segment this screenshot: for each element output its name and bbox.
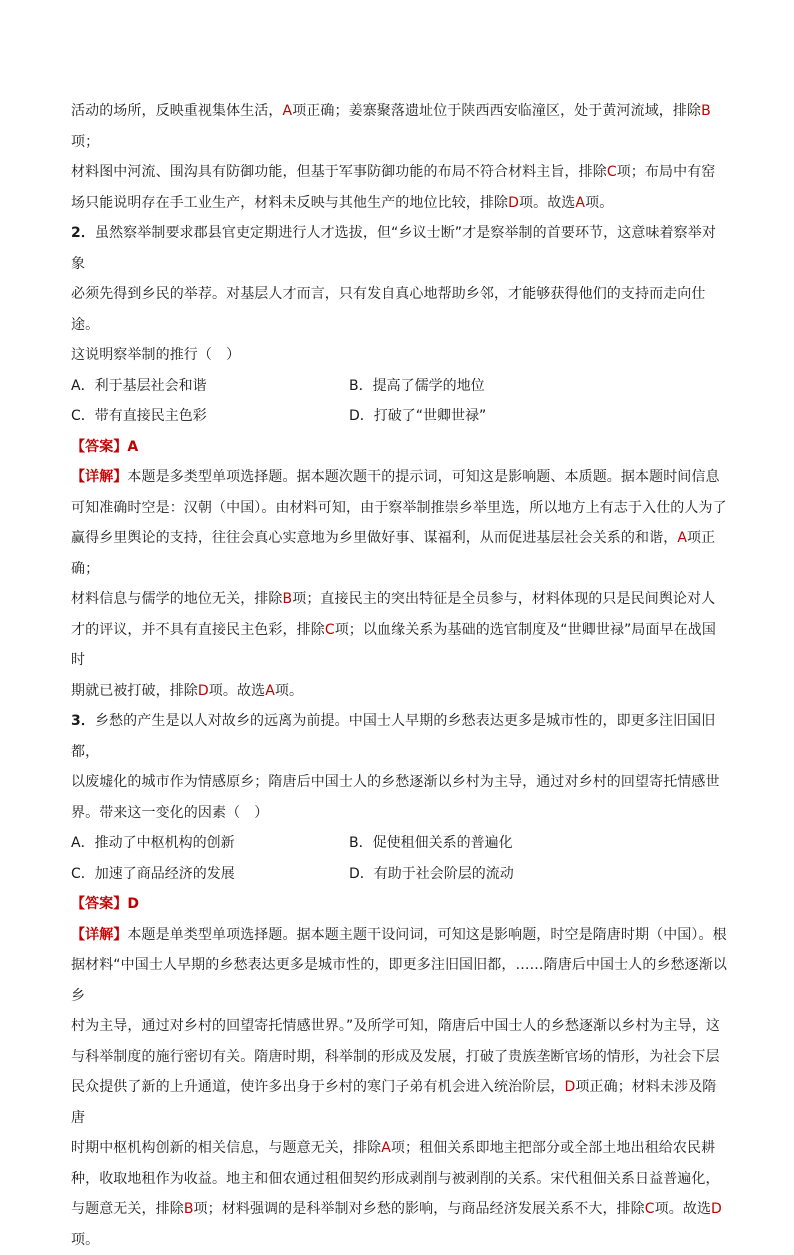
text: 可知准确时空是：汉朝（中国）。由材料可知，由于察举制推崇乡举里选，所以地方上有志于入仕的人为了 [71,500,727,516]
text: 本题是单类型单项选择题。据本题主题干设问词，可知这是影响题，时空是隋唐时期（中国）。根 [127,927,726,943]
option-a: A．推动了中枢机构的创新 [71,828,349,859]
text: 项；租佃关系即地主把部分或全部土地出租给农民耕 [391,1140,715,1156]
answer-value: D [127,896,139,912]
option-ref: A [677,530,687,546]
question-3-options-row [71,828,727,859]
text: 材料信息与儒学的地位无关，排除 [71,591,283,607]
q1-explanation-line [71,188,727,219]
option-b: B．提高了儒学的地位 [349,371,485,402]
question-3-stem [71,706,727,767]
text: 项正确 [292,103,334,119]
text: 以废墟化的城市作为情感原乡；隋唐后中国士人的乡愁逐渐以乡村为主导，通过对乡村的回望寄托情感世 [71,774,720,790]
text: 活动的场所，反映重视集体生活， [71,103,283,119]
question-2-options-row [71,371,727,402]
text: 民众提供了新的上升通道，使许多出身于乡村的寒门子弟有机会进入统治阶层， [71,1079,565,1095]
option-ref: D [565,1079,576,1095]
option-a: A．利于基层社会和谐 [71,371,349,402]
text: 项。 [275,683,303,699]
option-c: C．加速了商品经济的发展 [71,859,349,890]
answer-line [71,889,727,920]
detail-line [71,1072,727,1133]
text: 项。故选 [655,1201,711,1217]
text: 赢得乡里舆论的支持，往往会真心实意地为乡里做好事、谋福利，从而促进基层社会关系的和谐， [71,530,677,546]
answer-line [71,432,727,463]
option-ref: B [184,1201,194,1217]
text: 乡愁的产生是以人对故乡的远离为前提。中国士人早期的乡愁表达更多是城市性的，即更多注旧国旧都， [71,713,715,760]
text: 场只能说明存在手工业生产，材料未反映与其他生产的地位比较，排除 [71,195,508,211]
detail-label: 【详解】 [71,927,127,943]
text: 项正确 [71,530,715,577]
option-ref: A [265,683,275,699]
question-2-stem [71,218,727,279]
text: 界。带来这一变化的因素（ ） [71,805,268,821]
text: 村为主导，通过对乡村的回望寄托情感世界。”及所学可知，隋唐后中国士人的乡愁逐渐以乡村为主导，这 [71,1018,720,1034]
option-ref: B [283,591,293,607]
option-ref: D [198,683,209,699]
text: 才的评议，并不具有直接民主色彩，排除 [71,622,325,638]
option-ref: B [701,103,711,119]
text: 与科举制度的施行密切有关。隋唐时期，科举制的形成及发展，打破了贵族垄断官场的情形，为社会下层 [71,1049,720,1065]
detail-line [71,676,727,707]
option-ref: D [508,195,519,211]
text: 项。故选 [209,683,265,699]
option-b: B．促使租佃关系的普遍化 [349,828,513,859]
text: 期就已被打破，排除 [71,683,198,699]
document-page [71,96,727,1255]
detail-line [71,462,727,493]
text: ；姜寨聚落遗址位于陕西西安临潼区，处于黄河流域，排除 [335,103,702,119]
detail-line [71,920,727,951]
detail-label: 【详解】 [71,469,127,485]
detail-line [71,1164,727,1195]
text: 种，收取地租作为收益。地主和佃农通过租佃契约形成剥削与被剥削的关系。宋代租佃关系日益普遍化， [71,1171,720,1187]
text: 时期中枢机构创新的相关信息，与题意无关，排除 [71,1140,381,1156]
text: 项；直接民主的突出特征是全员参与，材料体现的只是民间舆论对人 [292,591,715,607]
q1-explanation-line [71,157,727,188]
question-number: 2． [71,225,95,241]
text: 本题是多类型单项选择题。据本题次题干的提示词，可知这是影响题、本质题。据本题时间信息 [127,469,719,485]
option-ref: C [607,164,617,180]
answer-label: 【答案】 [71,896,127,912]
text: 项。 [71,1232,99,1248]
question-number: 3． [71,713,95,729]
question-3-stem [71,767,727,798]
detail-line [71,1042,727,1073]
question-2-options-row [71,401,727,432]
option-ref: A [283,103,293,119]
question-3-stem [71,798,727,829]
detail-line [71,1133,727,1164]
detail-line [71,950,727,1011]
answer-label: 【答案】 [71,439,127,455]
text: 项 [194,1201,208,1217]
detail-line [71,584,727,615]
text: 项；以血缘关系为基础的选官制度及“世卿世禄”局面早在战国时 [71,622,716,669]
option-ref: C [645,1201,655,1217]
detail-line [71,615,727,676]
option-ref: D [711,1201,722,1217]
detail-line [71,493,727,524]
text: 材料图中河流、围沟具有防御功能，但基于军事防御功能的布局不符合材料主旨，排除 [71,164,607,180]
text: 虽然察举制要求郡县官吏定期进行人才选拔，但“乡议士断”才是察举制的首要环节，这意味着察举对象 [71,225,716,272]
text: ；材料未涉及隋唐 [71,1079,716,1126]
option-d: D．打破了“世卿世禄” [349,401,486,432]
answer-value: A [127,439,138,455]
option-ref: A [381,1140,391,1156]
option-ref: A [575,195,585,211]
text: 项；布局中有窑 [617,164,716,180]
text: 项。故选 [519,195,575,211]
text: 项正确 [575,1079,617,1095]
text: 据材料“中国士人早期的乡愁表达更多是城市性的，即更多注旧国旧都，……隋唐后中国士人的乡愁逐渐以乡 [71,957,727,1004]
text: ；材料强调的是科举制对乡愁的影响，与商品经济发展关系不大，排除 [208,1201,645,1217]
option-ref: C [325,622,335,638]
detail-line [71,1194,727,1225]
text: ； [85,561,99,577]
option-d: D．有助于社会阶层的流动 [349,859,514,890]
detail-line [71,1011,727,1042]
q1-explanation-line [71,96,727,157]
detail-line [71,1225,727,1255]
option-c: C．带有直接民主色彩 [71,401,349,432]
text: 必须先得到乡民的举荐。对基层人才而言，只有发自真心地帮助乡邻，才能够获得他们的支持而走向仕途。 [71,286,706,333]
detail-line [71,523,727,584]
question-3-options-row [71,859,727,890]
question-2-stem [71,279,727,340]
text: 与题意无关，排除 [71,1201,184,1217]
text: 这说明察举制的推行（ ） [71,347,240,363]
question-2-stem [71,340,727,371]
text: 项； [71,134,99,150]
text: 项。 [585,195,613,211]
